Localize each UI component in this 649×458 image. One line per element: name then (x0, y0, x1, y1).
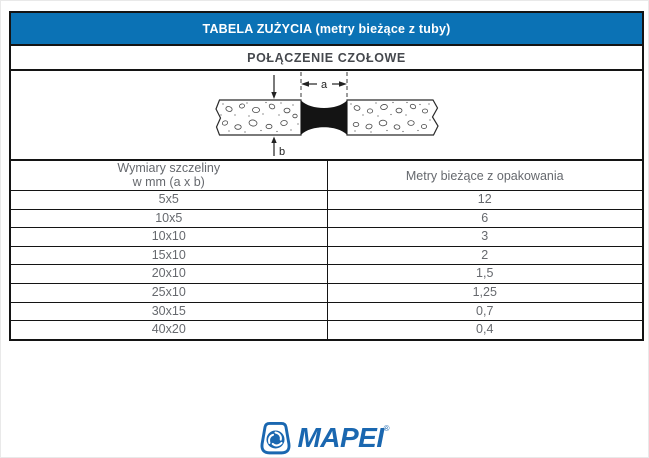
table-row (11, 265, 642, 284)
joint-diagram-band (11, 71, 642, 161)
dimension-a-label: a (320, 79, 327, 91)
table-row (11, 228, 642, 247)
table-row (11, 209, 642, 228)
table-title: TABELA ZUŻYCIA (metry bieżące z tuby) (202, 21, 451, 36)
gap-size-cell: 20x10 (11, 265, 327, 284)
gap-size-cell: 5x5 (11, 191, 327, 210)
meters-cell: 12 (327, 191, 642, 210)
gap-size-cell: 10x10 (11, 228, 327, 247)
consumption-table (9, 11, 644, 341)
meters-cell: 6 (327, 209, 642, 228)
table-title-band (11, 13, 642, 46)
depth-bottom-arrow (271, 137, 276, 157)
mapei-logo (1, 418, 648, 458)
table-header-row (11, 161, 642, 191)
meters-cell: 1,5 (327, 265, 642, 284)
col-header-gap-size (11, 161, 327, 191)
gap-size-cell: 25x10 (11, 283, 327, 302)
left-concrete-slab (216, 100, 301, 135)
gap-size-cell: 10x5 (11, 209, 327, 228)
consumption-data-table (11, 161, 642, 339)
meters-cell: 0,7 (327, 302, 642, 321)
meters-cell: 2 (327, 246, 642, 265)
table-row (11, 191, 642, 210)
gap-size-cell: 40x20 (11, 321, 327, 339)
meters-cell: 3 (327, 228, 642, 247)
table-row (11, 283, 642, 302)
meters-cell: 0,4 (327, 321, 642, 339)
gap-size-cell: 15x10 (11, 246, 327, 265)
table-row (11, 321, 642, 339)
col-header-linear-meters: Metry bieżące z opakowania (405, 168, 564, 183)
registered-mark: ® (383, 424, 390, 433)
gap-size-cell: 30x15 (11, 302, 327, 321)
joint-type-band (11, 46, 642, 71)
sealant-bead (301, 101, 347, 135)
butt-joint-diagram (211, 71, 443, 159)
mapei-bucket-icon (259, 421, 292, 456)
meters-cell: 1,25 (327, 283, 642, 302)
col-header-gap-size-line2: w mm (a x b) (132, 174, 205, 189)
table-row (11, 246, 642, 265)
depth-top-arrow (271, 75, 276, 99)
right-concrete-slab (347, 100, 438, 135)
joint-type-label: POŁĄCZENIE CZOŁOWE (247, 50, 406, 65)
col-header-gap-size-line1: Wymiary szczeliny (117, 161, 221, 175)
table-row (11, 302, 642, 321)
dimension-b-label: b (278, 146, 285, 158)
mapei-wordmark: MAPEI (297, 422, 384, 453)
